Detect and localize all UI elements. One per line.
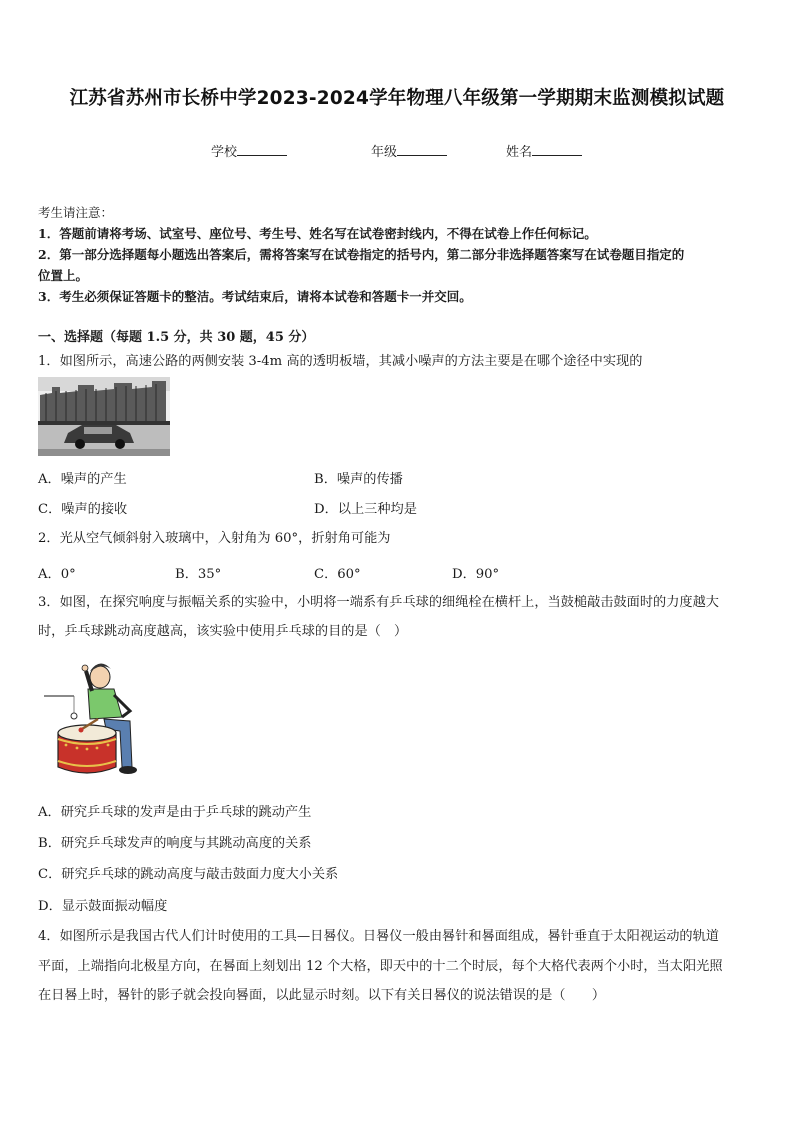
question-3-stem-line-1: 3．如图，在探究响度与振幅关系的实验中，小明将一端系有乒乓球的细绳栓在横杆上，当鼓槌敲击鼓面时的力度越大 (38, 595, 719, 610)
question-2-option-c: C．60° (314, 567, 361, 582)
drum-experiment-image (40, 655, 140, 780)
question-4-stem-line-2: 平面，上端指向北极星方向，在晷面上刻划出 12 个大格，即天中的十二个时辰，每个大格代表两个小时，当太阳光照 (38, 959, 723, 974)
school-label: 学校 (211, 145, 238, 160)
exam-title: 江苏省苏州市长桥中学2023-2024学年物理八年级第一学期期末监测模拟试题 (69, 88, 725, 109)
question-3-option-d: D．显示鼓面振动幅度 (38, 899, 168, 914)
notice-item-2-line-1: 2．第一部分选择题每小题选出答案后，需将答案写在试卷指定的括号内，第二部分非选择题答案写在试卷题目指定的 (38, 247, 685, 262)
highway-barrier-image (38, 377, 170, 456)
grade-field (371, 141, 447, 160)
notice-item-1: 1．答题前请将考场、试室号、座位号、考生号、姓名写在试卷密封线内，不得在试卷上作任何标记。 (38, 226, 597, 241)
question-1-option-a: A．噪声的产生 (38, 472, 127, 487)
question-3-stem-line-2: 时，乒乓球跳动高度越高，该实验中使用乒乓球的目的是（ ） (38, 624, 408, 639)
notice-heading: 考生请注意： (38, 205, 114, 220)
grade-blank (397, 142, 447, 156)
question-1-option-b: B．噪声的传播 (314, 472, 403, 487)
question-1-option-c: C．噪声的接收 (38, 502, 128, 517)
question-3-option-b: B．研究乒乓球发声的响度与其跳动高度的关系 (38, 836, 312, 851)
question-1-option-d: D．以上三种均是 (314, 502, 417, 517)
notice-item-2-line-2: 位置上。 (38, 268, 89, 283)
notice-item-3: 3．考生必须保证答题卡的整洁。考试结束后，请将本试卷和答题卡一并交回。 (38, 289, 472, 304)
grade-label: 年级 (371, 145, 398, 160)
school-field (211, 141, 287, 160)
exam-notice (38, 202, 758, 307)
question-4-stem-line-3: 在日晷上时，晷针的影子就会投向晷面，以此显示时刻。以下有关日晷仪的说法错误的是（ ） (38, 988, 606, 1003)
question-3-option-c: C．研究乒乓球的跳动高度与敲击鼓面力度大小关系 (38, 867, 339, 882)
question-1-stem: 1．如图所示，高速公路的两侧安装 3-4m 高的透明板墙，其减小噪声的方法主要是在哪个途径中实现的 (38, 354, 643, 369)
question-3-option-a: A．研究乒乓球的发声是由于乒乓球的跳动产生 (38, 805, 312, 820)
question-2-option-a: A．0° (38, 567, 76, 582)
name-label: 姓名 (506, 145, 533, 160)
section-heading: 一、选择题（每题 1.5 分，共 30 题，45 分） (38, 330, 315, 345)
question-2-option-d: D．90° (452, 567, 500, 582)
school-blank (237, 142, 287, 156)
question-4-stem-line-1: 4．如图所示是我国古代人们计时使用的工具—日晷仪。日晷仪一般由晷针和晷面组成，晷针垂直于太阳视运动的轨道 (38, 929, 719, 944)
question-2-stem: 2．光从空气倾斜射入玻璃中，入射角为 60°，折射角可能为 (38, 531, 391, 546)
name-blank (532, 142, 582, 156)
question-2-option-b: B．35° (175, 567, 222, 582)
name-field (506, 141, 582, 160)
